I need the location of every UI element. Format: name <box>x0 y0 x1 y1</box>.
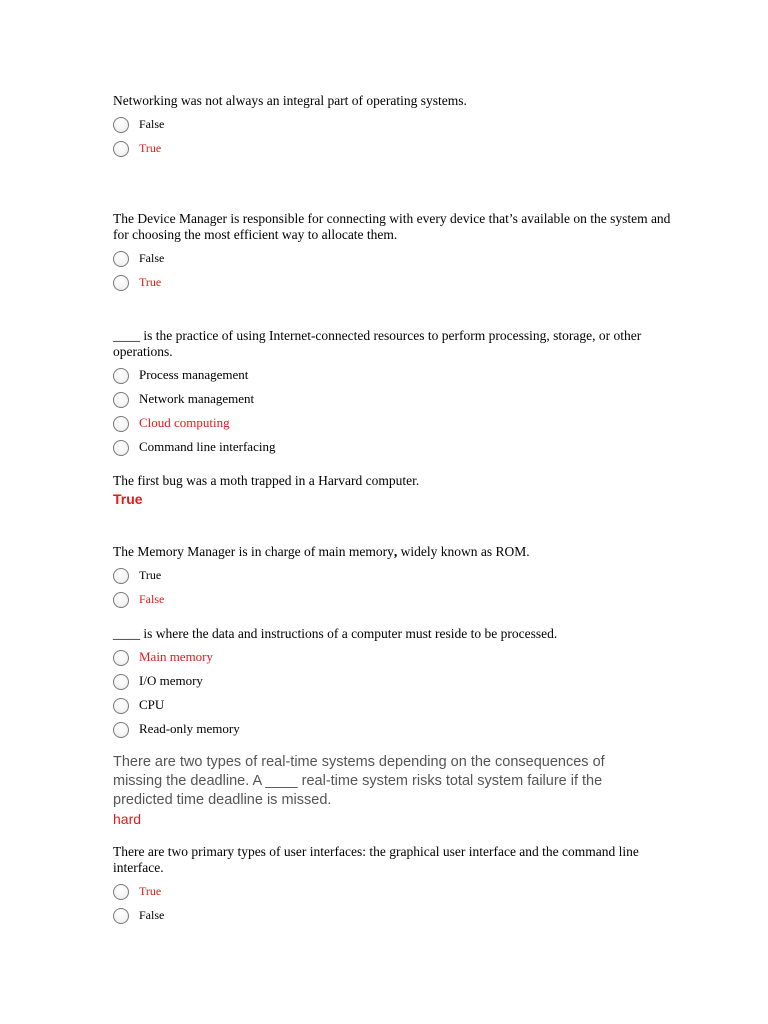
radio-button[interactable] <box>113 440 129 456</box>
question-5-text-start: The Memory Manager is in charge of main memory <box>113 544 394 559</box>
option-label: False <box>139 907 165 922</box>
question-2-option-2[interactable] <box>113 270 673 294</box>
option-label: False <box>139 116 165 131</box>
question-6-options <box>113 645 673 741</box>
radio-button[interactable] <box>113 416 129 432</box>
question-5 <box>113 544 673 611</box>
question-3-option-4[interactable] <box>113 435 673 459</box>
question-6-option-1[interactable] <box>113 645 673 669</box>
radio-button[interactable] <box>113 117 129 133</box>
question-8-option-1[interactable] <box>113 879 673 903</box>
question-5-option-1[interactable] <box>113 563 673 587</box>
option-label-answer: True <box>139 883 162 898</box>
option-label-answer: True <box>139 140 162 155</box>
question-3 <box>113 328 673 459</box>
option-label: I/O memory <box>139 673 203 688</box>
question-2 <box>113 211 673 294</box>
question-1-option-1[interactable] <box>113 112 673 136</box>
option-label: Read-only memory <box>139 721 240 736</box>
option-label: Process management <box>139 367 249 382</box>
question-5-option-2[interactable] <box>113 587 673 611</box>
question-1-text: Networking was not always an integral part of operating systems. <box>113 93 467 108</box>
question-6 <box>113 626 673 741</box>
question-3-option-2[interactable] <box>113 387 673 411</box>
option-label: CPU <box>139 697 165 712</box>
question-4-text: The first bug was a moth trapped in a Harvard computer. <box>113 473 420 488</box>
question-7-text: There are two types of real-time systems depending on the consequences of missing the deadline. A ____ real-time system risks total system failure if the predicted time deadline is missed. <box>113 754 605 808</box>
question-8-text: There are two primary types of user interfaces: the graphical user interface and the command line interface. <box>113 844 639 875</box>
question-7 <box>113 753 673 828</box>
radio-button[interactable] <box>113 674 129 690</box>
question-6-option-2[interactable] <box>113 669 673 693</box>
option-label-answer: False <box>139 591 165 606</box>
question-3-option-3[interactable] <box>113 411 673 435</box>
radio-button[interactable] <box>113 568 129 584</box>
question-1-option-2[interactable] <box>113 136 673 160</box>
question-8-option-2[interactable] <box>113 903 673 927</box>
question-6-option-4[interactable] <box>113 717 673 741</box>
question-3-option-1[interactable] <box>113 363 673 387</box>
question-1-options <box>113 112 673 160</box>
question-6-text: ____ is where the data and instructions of a computer must reside to be processed. <box>113 626 558 641</box>
option-label: False <box>139 250 165 265</box>
question-2-text: The Device Manager is responsible for connecting with every device that’s available on the system and for choosing the most efficient way to allocate them. <box>113 211 671 242</box>
radio-button[interactable] <box>113 908 129 924</box>
question-4-answer: True <box>113 491 143 507</box>
question-4 <box>113 473 673 507</box>
question-5-text-comma: , <box>393 544 398 559</box>
radio-button[interactable] <box>113 368 129 384</box>
option-label-answer: Cloud computing <box>139 415 230 430</box>
question-5-options <box>113 563 673 611</box>
question-2-option-1[interactable] <box>113 246 673 270</box>
radio-button[interactable] <box>113 884 129 900</box>
option-label: Command line interfacing <box>139 439 276 454</box>
question-6-option-3[interactable] <box>113 693 673 717</box>
radio-button[interactable] <box>113 251 129 267</box>
radio-button[interactable] <box>113 698 129 714</box>
radio-button[interactable] <box>113 141 129 157</box>
question-8-options <box>113 879 673 927</box>
option-label-answer: True <box>139 274 162 289</box>
radio-button[interactable] <box>113 592 129 608</box>
option-label: True <box>139 567 162 582</box>
option-label: Network management <box>139 391 255 406</box>
radio-button[interactable] <box>113 275 129 291</box>
question-5-text-end: widely known as ROM. <box>397 544 530 559</box>
radio-button[interactable] <box>113 650 129 666</box>
question-5-text <box>113 544 673 560</box>
option-label-answer: Main memory <box>139 649 214 664</box>
question-8 <box>113 844 673 927</box>
question-3-text: ____ is the practice of using Internet-connected resources to perform processing, storage, or other operations. <box>113 328 642 359</box>
question-1 <box>113 93 673 160</box>
radio-button[interactable] <box>113 722 129 738</box>
question-7-answer: hard <box>113 811 142 827</box>
question-3-options <box>113 363 673 459</box>
question-2-options <box>113 246 673 294</box>
radio-button[interactable] <box>113 392 129 408</box>
